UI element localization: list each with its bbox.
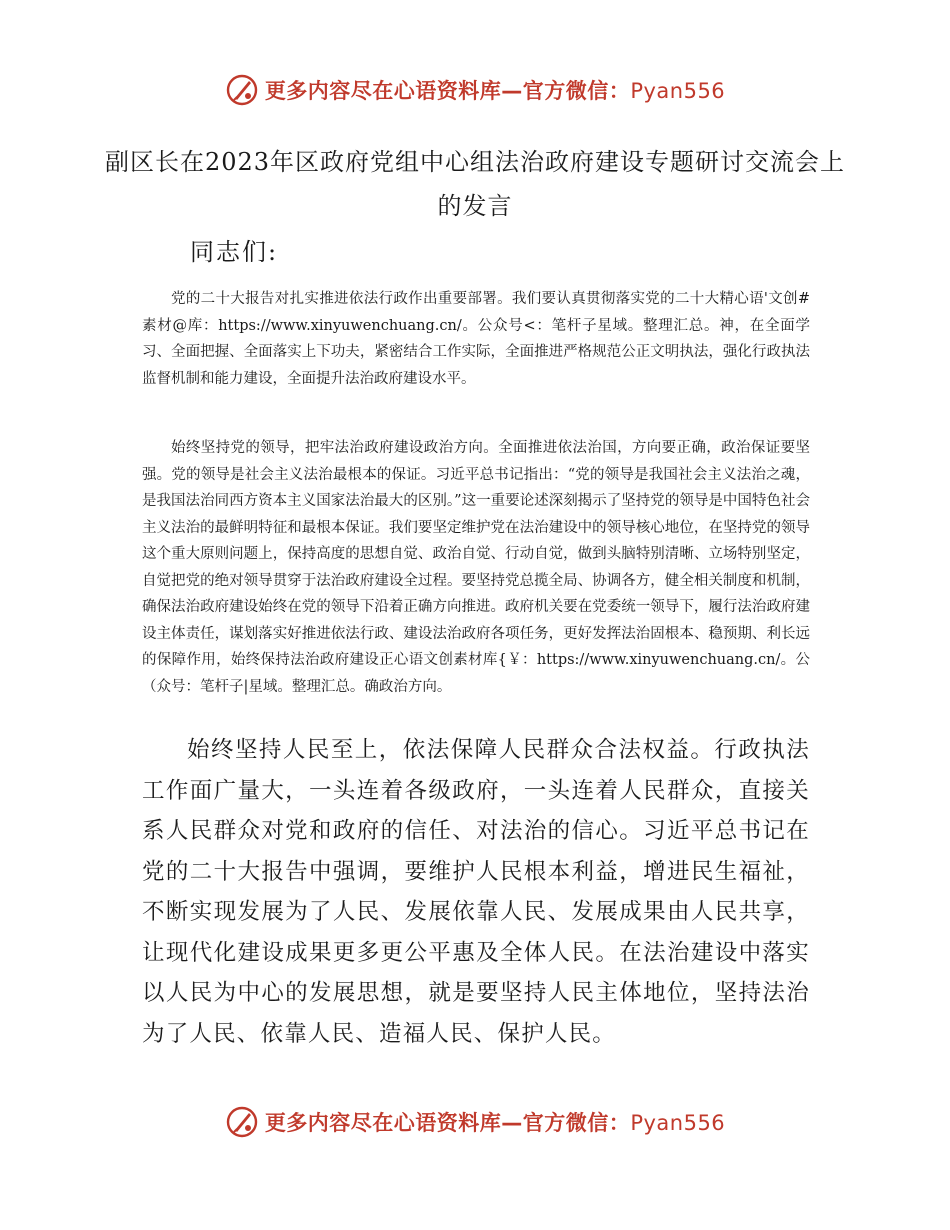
paragraph-party-leadership: 始终坚持党的领导，把牢法治政府建设政治方向。全面推进依法治国，方向要正确，政治保证要坚强。党的领导是社会主义法治最根本的保证。习近平总书记指出：“党的领导是我国社会主义法治之魂，是我国法治同西方资本主义国家法治最大的区别。”这一重要论述深刻揭示了坚持党的领导是中国特色社会主义法治的最鲜明特征和最根本保证。我们要坚定维护党在法治建设中的领导核心地位，在坚持党的领导这个重大原则问题上，保持高度的思想自觉、政治自觉、行动自觉，做到头脑特别清晰、立场特别坚定，自觉把党的绝对领导贯穿于法治政府建设全过程。要坚持党总揽全局、协调各方，健全相关制度和机制，确保法治政府建设始终在党的领导下沿着正确方向推进。政府机关要在党委统一领导下，履行法治政府建设主体责任，谋划落实好推进依法行政、建设法治政府各项任务，更好发挥法治固根本、稳预期、利长远的保障作用，始终保持法治政府建设正心语文创素材库{￥：https://www.xinyuwenchuang.cn/。公（众号：笔杆子|星域。整理汇总。确政治方向。 [142, 440, 810, 695]
banner-text [265, 1107, 725, 1137]
salutation: 同志们: [190, 238, 279, 266]
banner-text [265, 75, 725, 105]
quill-seal-icon [225, 73, 259, 107]
quill-seal-icon [225, 1105, 259, 1139]
document-title: 副区长在2023年区政府党组中心组法治政府建设专题研讨交流会上的发言 [104, 148, 846, 220]
banner-wechat-handle: Pyan556 [630, 79, 726, 103]
banner-label: 更多内容尽在心语资料库—官方微信： [264, 1111, 631, 1135]
banner-wechat-handle: Pyan556 [630, 1111, 726, 1135]
header-banner [0, 70, 950, 110]
paragraph-intro: 党的二十大报告对扎实推进依法行政作出重要部署。我们要认真贯彻落实党的二十大精心语'文创#素材@库：https://www.xinyuwenchuang.cn/。公众号<：笔杆子星域。整理汇总。神，在全面学习、全面把握、全面落实上下功夫，紧密结合工作实际，全面推进严格规范公正文明执法，强化行政执法监督机制和能力建设，全面提升法治政府建设水平。 [142, 291, 810, 387]
footer-banner [0, 1102, 950, 1142]
paragraph-people-first: 始终坚持人民至上，依法保障人民群众合法权益。行政执法工作面广量大，一头连着各级政府，一头连着人民群众，直接关系人民群众对党和政府的信任、对法治的信心。习近平总书记在党的二十大报告中强调，要维护人民根本利益，增进民生福祉，不断实现发展为了人民、发展依靠人民、发展成果由人民共享，让现代化建设成果更多更公平惠及全体人民。在法治建设中落实以人民为中心的发展思想，就是要坚持人民主体地位，坚持法治为了人民、依靠人民、造福人民、保护人民。 [142, 737, 810, 1047]
banner-label: 更多内容尽在心语资料库—官方微信： [264, 79, 631, 103]
